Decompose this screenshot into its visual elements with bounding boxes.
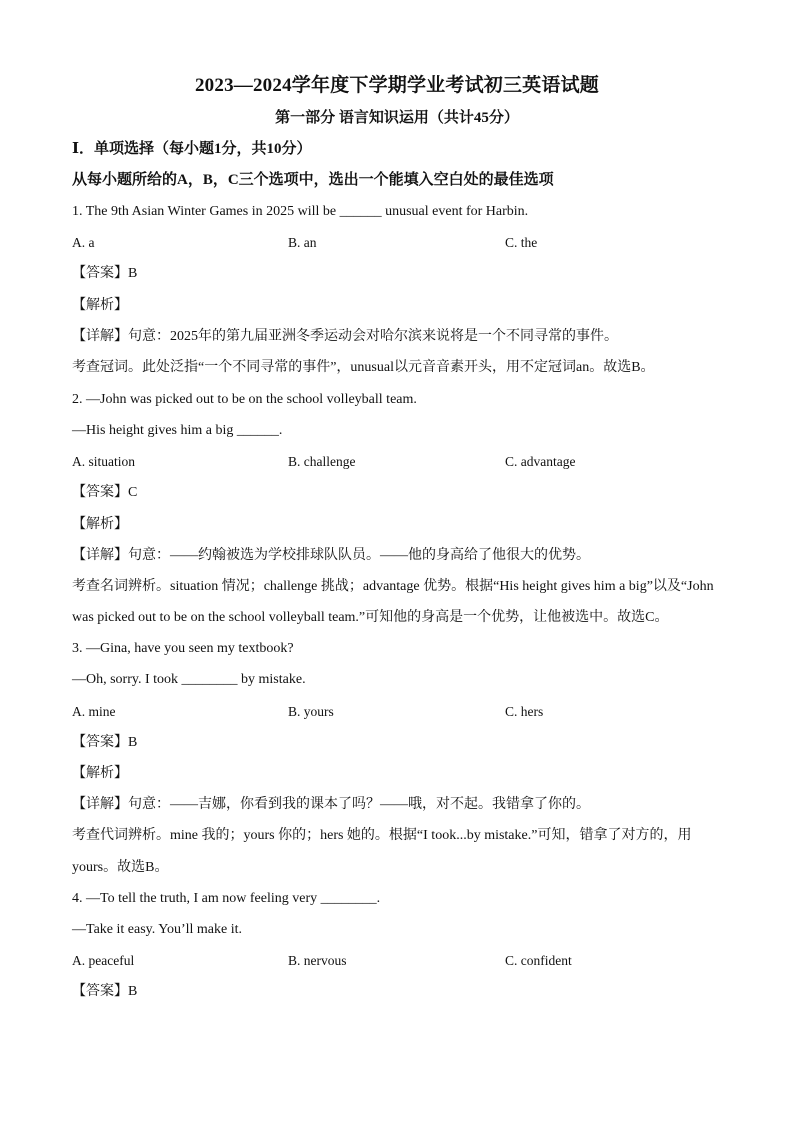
question-1-stem: 1. The 9th Asian Winter Games in 2025 will be ______ unusual event for Harbin. — [72, 204, 529, 219]
question-1-analysis: 【解析】 — [72, 298, 128, 313]
section-instruction: 从每小题所给的A，B，C三个选项中，选出一个能填入空白处的最佳选项 — [72, 172, 554, 188]
question-2-stem: 2. —John was picked out to be on the school volleyball team. — [72, 392, 417, 407]
question-2-option-c: C. advantage — [505, 454, 576, 469]
question-3-answer: 【答案】B — [72, 735, 138, 750]
question-3-option-c: C. hers — [505, 704, 544, 719]
question-2-detail: 【详解】句意：——约翰被选为学校排球队队员。——他的身高给了他很大的优势。 — [72, 548, 590, 563]
question-3-detail: 【详解】句意：——吉娜，你看到我的课本了吗？——哦，对不起。我错拿了你的。 — [72, 797, 590, 812]
page-title: 2023—2024学年度下学期学业考试初三英语试题 — [194, 75, 599, 96]
question-4-answer: 【答案】B — [72, 984, 138, 999]
section-heading: Ⅰ．单项选择（每小题1分，共10分） — [72, 141, 312, 157]
question-2-explanation-cont: was picked out to be on the school volleyball team.”可知他的身高是一个优势，让他被选中。故选C。 — [72, 610, 669, 625]
question-3-explanation: 考查代词辨析。mine 我的；yours 你的；hers 她的。根据“I took...by mistake.”可知，错拿了对方的，用 — [72, 828, 692, 843]
question-3-option-b: B. yours — [288, 704, 334, 719]
question-2-stem-reply: —His height gives him a big ______. — [72, 423, 283, 438]
question-1-option-a: A. a — [72, 235, 95, 250]
question-4-stem-reply: —Take it easy. You’ll make it. — [72, 922, 242, 937]
question-2-option-a: A. situation — [72, 454, 135, 469]
question-3-option-a: A. mine — [72, 704, 116, 719]
question-3-stem-reply: —Oh, sorry. I took ________ by mistake. — [72, 672, 306, 687]
question-3-stem: 3. —Gina, have you seen my textbook? — [72, 641, 294, 656]
question-2-analysis: 【解析】 — [72, 517, 128, 532]
part-subtitle: 第一部分 语言知识运用（共计45分） — [275, 110, 519, 126]
question-1-option-c: C. the — [505, 235, 538, 250]
question-1-detail: 【详解】句意：2025年的第九届亚洲冬季运动会对哈尔滨来说将是一个不同寻常的事件。 — [72, 329, 618, 344]
question-1-answer: 【答案】B — [72, 266, 138, 281]
question-4-option-b: B. nervous — [288, 953, 347, 968]
question-1-explanation: 考查冠词。此处泛指“一个不同寻常的事件”，unusual以元音音素开头，用不定冠词an。故选B。 — [72, 360, 655, 375]
question-2-option-b: B. challenge — [288, 454, 356, 469]
question-4-option-a: A. peaceful — [72, 953, 135, 968]
question-1-option-b: B. an — [288, 235, 317, 250]
question-4-stem: 4. —To tell the truth, I am now feeling very ________. — [72, 891, 381, 906]
question-3-analysis: 【解析】 — [72, 766, 128, 781]
question-2-explanation: 考查名词辨析。situation 情况；challenge 挑战；advantage 优势。根据“His height gives him a big”以及“John — [72, 579, 714, 594]
question-4-option-c: C. confident — [505, 953, 572, 968]
question-2-answer: 【答案】C — [72, 485, 138, 500]
question-3-explanation-cont: yours。故选B。 — [72, 860, 169, 875]
